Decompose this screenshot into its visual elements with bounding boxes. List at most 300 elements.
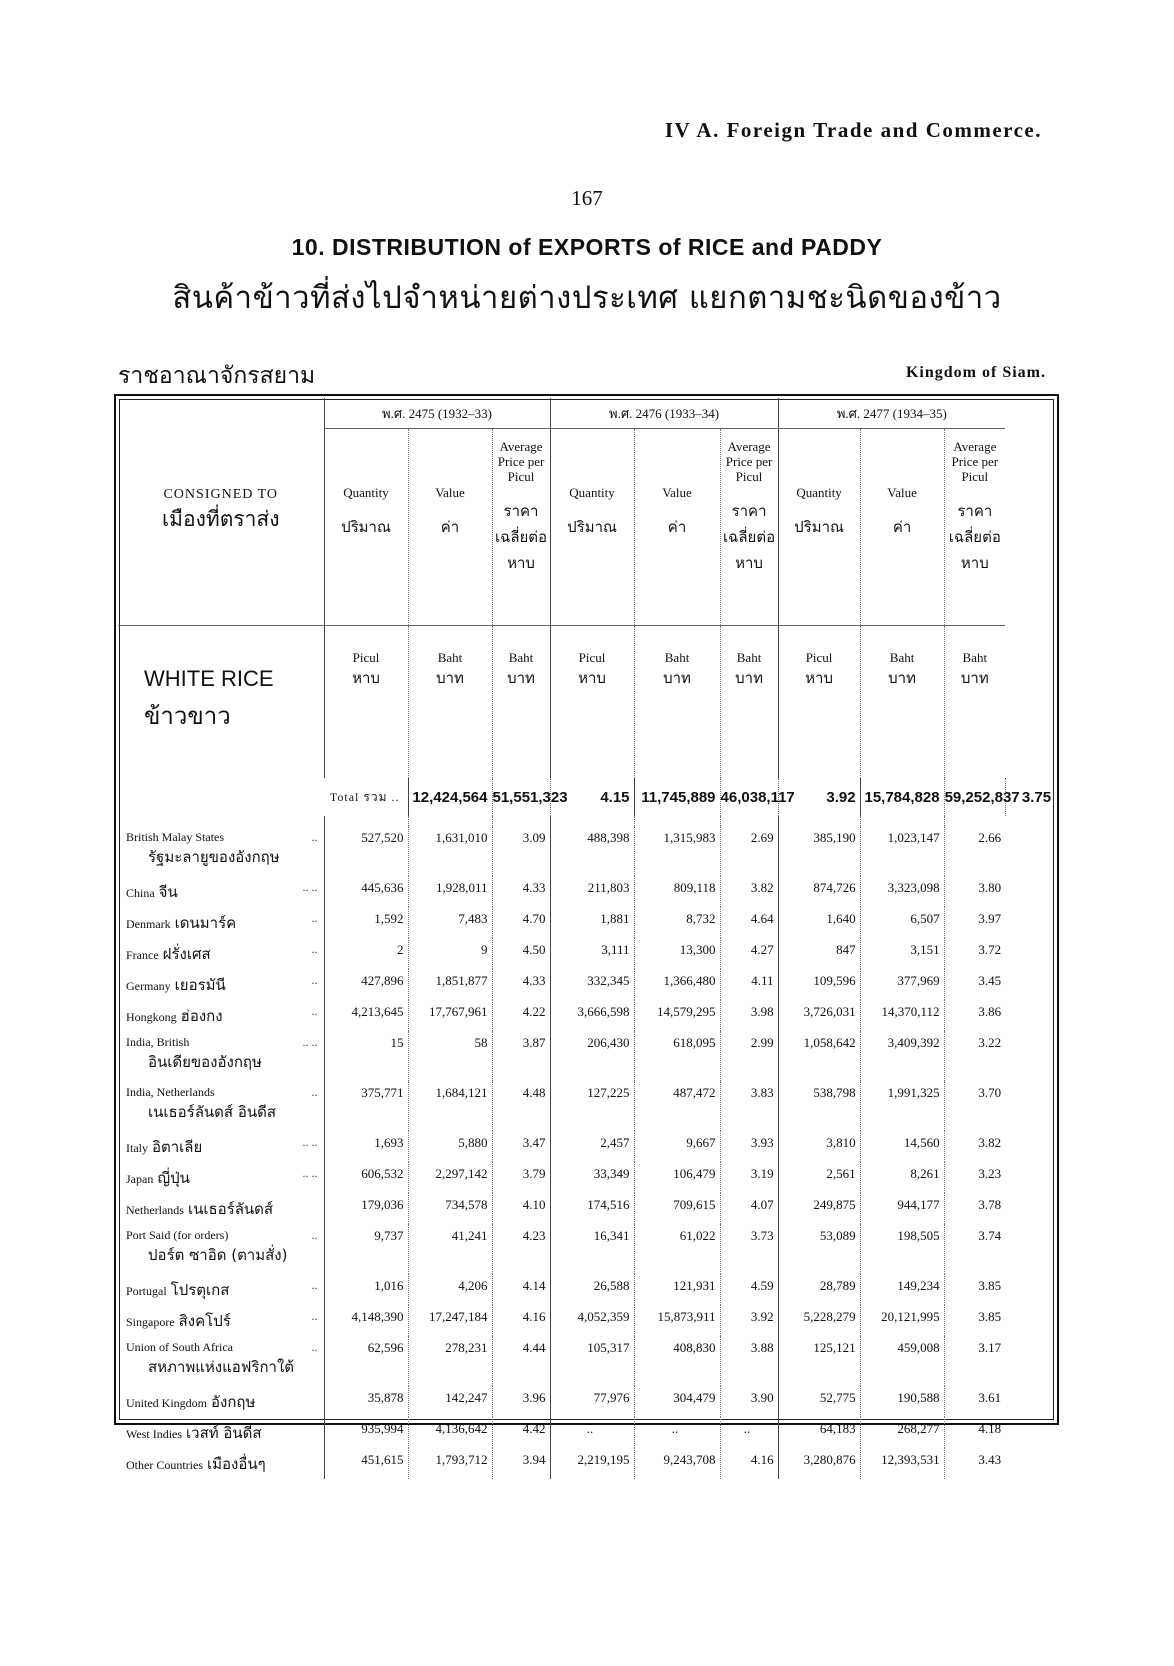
table-row bbox=[118, 1417, 1055, 1448]
table-row bbox=[118, 1336, 1055, 1386]
leader-dots: .. .. bbox=[302, 1035, 318, 1049]
country-name-english: Portugal bbox=[126, 1284, 167, 1298]
table-cell: 935,994 bbox=[324, 1417, 408, 1448]
table-cell: 4.14 bbox=[492, 1274, 550, 1305]
table-cell: 4,213,645 bbox=[324, 1000, 408, 1031]
country-cell bbox=[118, 1386, 324, 1417]
column-header-value-thai: ค่า bbox=[892, 518, 912, 536]
table-cell: 4,148,390 bbox=[324, 1305, 408, 1336]
table-row bbox=[118, 1224, 1055, 1274]
unit-baht-english: Baht bbox=[962, 650, 988, 665]
unit-baht-thai: บาท bbox=[735, 669, 763, 687]
table-cell: 3.79 bbox=[492, 1162, 550, 1193]
country-name-english: Germany bbox=[126, 979, 171, 993]
table-cell: 2.66 bbox=[944, 826, 1005, 876]
column-header-quantity bbox=[550, 429, 634, 626]
column-header-quantity-english: Quantity bbox=[569, 485, 615, 500]
table-cell: 377,969 bbox=[860, 969, 944, 1000]
table-cell: 847 bbox=[778, 938, 860, 969]
country-name-thai: เนเธอร์ลันดส์ อินดีส bbox=[148, 1103, 276, 1121]
table-row bbox=[118, 1081, 1055, 1131]
table-cell: 3,151 bbox=[860, 938, 944, 969]
country-name-english: United Kingdom bbox=[126, 1396, 207, 1410]
table-cell: 1,851,877 bbox=[408, 969, 492, 1000]
table-cell: 12,393,531 bbox=[860, 1448, 944, 1479]
column-header-quantity-thai: ปริมาณ bbox=[794, 518, 844, 536]
table-cell: 427,896 bbox=[324, 969, 408, 1000]
table-row bbox=[118, 907, 1055, 938]
table-cell: 15 bbox=[324, 1031, 408, 1081]
table-cell: 1,016 bbox=[324, 1274, 408, 1305]
table-cell: 3.73 bbox=[720, 1224, 778, 1274]
table-cell: 9,737 bbox=[324, 1224, 408, 1274]
table-cell: 6,507 bbox=[860, 907, 944, 938]
unit-label-baht bbox=[634, 626, 720, 779]
country-cell bbox=[118, 1000, 324, 1031]
country-name-english: Union of South Africa bbox=[126, 1340, 233, 1354]
table-cell: 2,297,142 bbox=[408, 1162, 492, 1193]
table-cell: 4,206 bbox=[408, 1274, 492, 1305]
unit-label-baht bbox=[944, 626, 1005, 779]
table-cell: 3.92 bbox=[720, 1305, 778, 1336]
leader-dots: .. .. bbox=[302, 1135, 318, 1149]
unit-baht-english: Baht bbox=[736, 650, 762, 665]
consigned-to-english: CONSIGNED TO bbox=[163, 487, 279, 502]
country-cell bbox=[118, 1162, 324, 1193]
table-cell: 3,409,392 bbox=[860, 1031, 944, 1081]
table-cell: 53,089 bbox=[778, 1224, 860, 1274]
table-cell: 304,479 bbox=[634, 1386, 720, 1417]
column-header-value-english: Value bbox=[435, 485, 465, 500]
table-cell: 1,793,712 bbox=[408, 1448, 492, 1479]
column-header-quantity-english: Quantity bbox=[343, 485, 389, 500]
table-cell: 3.83 bbox=[720, 1081, 778, 1131]
year-header-2477: พ.ศ. 2477 (1934–35) bbox=[778, 398, 1005, 429]
table-cell: 14,560 bbox=[860, 1131, 944, 1162]
unit-label-baht bbox=[492, 626, 550, 779]
country-cell bbox=[118, 1081, 324, 1131]
table-cell: 3.72 bbox=[944, 938, 1005, 969]
unit-baht-thai: บาท bbox=[436, 669, 464, 687]
table-row bbox=[118, 1448, 1055, 1479]
table-cell: 4.33 bbox=[492, 969, 550, 1000]
table-cell: 4.64 bbox=[720, 907, 778, 938]
table-cell: 2.69 bbox=[720, 826, 778, 876]
country-name-english: Port Said (for orders) bbox=[126, 1228, 229, 1242]
country-name-english: Netherlands bbox=[126, 1203, 184, 1217]
unit-baht-english: Baht bbox=[508, 650, 534, 665]
column-header-average-price-thai: ราคาเฉลี่ยต่อหาบ bbox=[723, 502, 776, 572]
unit-picul-english: Picul bbox=[578, 650, 606, 665]
country-name-english: China bbox=[126, 886, 155, 900]
country-cell bbox=[118, 1193, 324, 1224]
table-cell: 4.33 bbox=[492, 876, 550, 907]
table-cell: 278,231 bbox=[408, 1336, 492, 1386]
table-cell: 64,183 bbox=[778, 1417, 860, 1448]
country-cell bbox=[118, 826, 324, 876]
country-cell bbox=[118, 1305, 324, 1336]
country-name-english: British Malay States bbox=[126, 830, 224, 844]
country-cell bbox=[118, 1417, 324, 1448]
table-cell: 4.11 bbox=[720, 969, 778, 1000]
table-cell: 451,615 bbox=[324, 1448, 408, 1479]
total-label: Total รวม .. bbox=[329, 789, 400, 804]
table-cell: 4.23 bbox=[492, 1224, 550, 1274]
table-cell: 1,640 bbox=[778, 907, 860, 938]
table-cell: 1,058,642 bbox=[778, 1031, 860, 1081]
table-cell: 3.19 bbox=[720, 1162, 778, 1193]
table-cell: 3,280,876 bbox=[778, 1448, 860, 1479]
table-cell: 3.86 bbox=[944, 1000, 1005, 1031]
table-cell: 4.10 bbox=[492, 1193, 550, 1224]
table-cell: 58 bbox=[408, 1031, 492, 1081]
kingdom-label-english: Kingdom of Siam. bbox=[905, 364, 1046, 381]
table-cell: 3.94 bbox=[492, 1448, 550, 1479]
country-cell bbox=[118, 1031, 324, 1081]
table-cell: 4.22 bbox=[492, 1000, 550, 1031]
table-cell: 3.90 bbox=[720, 1386, 778, 1417]
table-cell: 3.70 bbox=[944, 1081, 1005, 1131]
table-cell: 15,873,911 bbox=[634, 1305, 720, 1336]
leader-dots: .. bbox=[311, 1278, 318, 1292]
table-cell: 332,345 bbox=[550, 969, 634, 1000]
leader-dots: .. bbox=[311, 1004, 318, 1018]
table-cell: 4.44 bbox=[492, 1336, 550, 1386]
country-name-english: India, Netherlands bbox=[126, 1085, 215, 1099]
table-cell: 3.82 bbox=[944, 1131, 1005, 1162]
table-cell: .. bbox=[720, 1417, 778, 1448]
table-cell: 4,136,642 bbox=[408, 1417, 492, 1448]
table-cell: 211,803 bbox=[550, 876, 634, 907]
table-cell: 3.85 bbox=[944, 1305, 1005, 1336]
unit-baht-thai: บาท bbox=[507, 669, 535, 687]
country-name-thai: สหภาพแห่งแอฟริกาใต้ bbox=[148, 1358, 295, 1376]
table-cell: 3.61 bbox=[944, 1386, 1005, 1417]
table-cell: 874,726 bbox=[778, 876, 860, 907]
table-cell: 125,121 bbox=[778, 1336, 860, 1386]
table-cell: 408,830 bbox=[634, 1336, 720, 1386]
column-header-average-price bbox=[492, 429, 550, 626]
country-cell bbox=[118, 969, 324, 1000]
table-row bbox=[118, 1031, 1055, 1081]
column-header-value-english: Value bbox=[662, 485, 692, 500]
table-cell: 198,505 bbox=[860, 1224, 944, 1274]
table-cell: 4.70 bbox=[492, 907, 550, 938]
table-cell: 4.48 bbox=[492, 1081, 550, 1131]
column-header-average-price-thai: ราคาเฉลี่ยต่อหาบ bbox=[494, 502, 548, 572]
country-name-english: Japan bbox=[126, 1172, 154, 1186]
year-header-2476: พ.ศ. 2476 (1933–34) bbox=[550, 398, 778, 429]
table-cell: 445,636 bbox=[324, 876, 408, 907]
table-row bbox=[118, 1386, 1055, 1417]
table-cell: 4.18 bbox=[944, 1417, 1005, 1448]
table-cell: 33,349 bbox=[550, 1162, 634, 1193]
table-cell: 26,588 bbox=[550, 1274, 634, 1305]
unit-picul-english: Picul bbox=[805, 650, 833, 665]
table-cell: 3.17 bbox=[944, 1336, 1005, 1386]
table-cell: 5,880 bbox=[408, 1131, 492, 1162]
country-name-english: Other Countries bbox=[126, 1458, 203, 1472]
leader-dots: .. bbox=[311, 973, 318, 987]
consigned-to-thai: เมืองที่ตราส่ง bbox=[161, 507, 280, 531]
unit-label-picul bbox=[778, 626, 860, 779]
country-cell bbox=[118, 1274, 324, 1305]
country-cell bbox=[118, 907, 324, 938]
country-cell bbox=[118, 876, 324, 907]
column-header-quantity-english: Quantity bbox=[796, 485, 842, 500]
table-cell: 2,457 bbox=[550, 1131, 634, 1162]
leader-dots: .. bbox=[311, 1228, 318, 1242]
table-cell: 944,177 bbox=[860, 1193, 944, 1224]
country-name-english: Denmark bbox=[126, 917, 171, 931]
table-cell: 8,261 bbox=[860, 1162, 944, 1193]
category-header bbox=[118, 626, 324, 817]
table-cell: 527,520 bbox=[324, 826, 408, 876]
table-cell: 20,121,995 bbox=[860, 1305, 944, 1336]
total-value: 12,424,564 bbox=[408, 778, 492, 816]
column-header-quantity-thai: ปริมาณ bbox=[341, 518, 391, 536]
table-cell: 28,789 bbox=[778, 1274, 860, 1305]
table-title-thai: สินค้าข้าวที่ส่งไปจำหน่ายต่างประเทศ แยกตามชะนิดของข้าว bbox=[172, 280, 1002, 316]
table-row bbox=[118, 1193, 1055, 1224]
unit-picul-thai: หาบ bbox=[352, 669, 380, 687]
table-cell: 3.97 bbox=[944, 907, 1005, 938]
table-cell: 142,247 bbox=[408, 1386, 492, 1417]
unit-label-picul bbox=[550, 626, 634, 779]
table-cell: 2 bbox=[324, 938, 408, 969]
table-cell: 52,775 bbox=[778, 1386, 860, 1417]
country-name-thai: รัฐมะลายูของอังกฤษ bbox=[148, 848, 280, 866]
leader-dots: .. bbox=[311, 1085, 318, 1099]
table-cell: 41,241 bbox=[408, 1224, 492, 1274]
table-cell: 734,578 bbox=[408, 1193, 492, 1224]
table-cell: 4.59 bbox=[720, 1274, 778, 1305]
table-cell: 3.43 bbox=[944, 1448, 1005, 1479]
table-cell: 149,234 bbox=[860, 1274, 944, 1305]
country-name-english: India, British bbox=[126, 1035, 190, 1049]
table-cell: 1,315,983 bbox=[634, 826, 720, 876]
country-cell bbox=[118, 938, 324, 969]
table-cell: 3.74 bbox=[944, 1224, 1005, 1274]
table-cell: 109,596 bbox=[778, 969, 860, 1000]
country-name-thai: เมืองอื่นๆ bbox=[207, 1455, 266, 1473]
total-value: 51,551,323 bbox=[492, 778, 550, 816]
table-cell: 459,008 bbox=[860, 1336, 944, 1386]
table-cell: 3.45 bbox=[944, 969, 1005, 1000]
table-cell: 13,300 bbox=[634, 938, 720, 969]
country-name-thai: สิงคโปร์ bbox=[178, 1312, 231, 1330]
total-value: 3.75 bbox=[1005, 778, 1055, 816]
table-cell: 3.82 bbox=[720, 876, 778, 907]
unit-picul-thai: หาบ bbox=[805, 669, 833, 687]
table-cell: 3.98 bbox=[720, 1000, 778, 1031]
table-cell: 4.50 bbox=[492, 938, 550, 969]
table-cell: 809,118 bbox=[634, 876, 720, 907]
table-row bbox=[118, 876, 1055, 907]
table-cell: 1,023,147 bbox=[860, 826, 944, 876]
table-title-english: 10. DISTRIBUTION of EXPORTS of RICE and PADDY bbox=[291, 234, 883, 260]
country-name-thai: อิตาเลีย bbox=[152, 1138, 203, 1156]
table-cell: 16,341 bbox=[550, 1224, 634, 1274]
table-cell: 35,878 bbox=[324, 1386, 408, 1417]
rice-exports-table bbox=[118, 398, 1055, 1479]
table-cell: 9,243,708 bbox=[634, 1448, 720, 1479]
table-cell: 190,588 bbox=[860, 1386, 944, 1417]
column-header-average-price bbox=[944, 429, 1005, 626]
unit-baht-thai: บาท bbox=[888, 669, 916, 687]
country-name-english: France bbox=[126, 948, 159, 962]
country-name-english: West Indies bbox=[126, 1427, 183, 1441]
table-cell: 14,370,112 bbox=[860, 1000, 944, 1031]
unit-baht-english: Baht bbox=[437, 650, 463, 665]
table-cell: 4.16 bbox=[492, 1305, 550, 1336]
table-cell: 3,323,098 bbox=[860, 876, 944, 907]
column-header-value bbox=[634, 429, 720, 626]
table-cell: 174,516 bbox=[550, 1193, 634, 1224]
leader-dots: .. bbox=[311, 911, 318, 925]
table-cell: 127,225 bbox=[550, 1081, 634, 1131]
table-cell: 1,684,121 bbox=[408, 1081, 492, 1131]
leader-dots: .. bbox=[311, 830, 318, 844]
unit-baht-thai: บาท bbox=[960, 669, 989, 687]
country-name-thai: โปรตุเกส bbox=[170, 1281, 230, 1299]
table-cell: .. bbox=[634, 1417, 720, 1448]
total-value: 15,784,828 bbox=[860, 778, 944, 816]
table-row bbox=[118, 826, 1055, 876]
table-cell: 2,561 bbox=[778, 1162, 860, 1193]
category-thai: ข้าวขาว bbox=[144, 702, 231, 730]
table-cell: 3,810 bbox=[778, 1131, 860, 1162]
country-name-thai: เดนมาร์ค bbox=[174, 914, 237, 932]
unit-label-baht bbox=[720, 626, 778, 779]
table-cell: 2.99 bbox=[720, 1031, 778, 1081]
country-name-thai: อินเดียของอังกฤษ bbox=[148, 1053, 262, 1071]
kingdom-label-thai: ราชอาณาจักรสยาม bbox=[118, 363, 316, 389]
table-cell: 3.22 bbox=[944, 1031, 1005, 1081]
table-cell: 9,667 bbox=[634, 1131, 720, 1162]
table-row bbox=[118, 1131, 1055, 1162]
unit-picul-thai: หาบ bbox=[578, 669, 606, 687]
table-cell: 4.42 bbox=[492, 1417, 550, 1448]
column-header-average-price-english: Average Price per Picul bbox=[725, 439, 773, 484]
consigned-to-header bbox=[118, 398, 324, 626]
country-name-thai: อังกฤษ bbox=[211, 1393, 256, 1411]
table-cell: 4.07 bbox=[720, 1193, 778, 1224]
leader-dots: .. bbox=[311, 942, 318, 956]
country-cell bbox=[118, 1336, 324, 1386]
year-header-2475: พ.ศ. 2475 (1932–33) bbox=[324, 398, 550, 429]
table-cell: 1,991,325 bbox=[860, 1081, 944, 1131]
table-cell: 488,398 bbox=[550, 826, 634, 876]
country-name-english: Singapore bbox=[126, 1315, 175, 1329]
table-cell: 206,430 bbox=[550, 1031, 634, 1081]
table-row bbox=[118, 1274, 1055, 1305]
country-cell bbox=[118, 1131, 324, 1162]
table-cell: 3.47 bbox=[492, 1131, 550, 1162]
table-cell: 77,976 bbox=[550, 1386, 634, 1417]
table-cell: 14,579,295 bbox=[634, 1000, 720, 1031]
country-name-thai: ญี่ปุ่น bbox=[157, 1169, 190, 1187]
page-number: 167 bbox=[571, 186, 603, 210]
country-cell bbox=[118, 1224, 324, 1274]
total-value: 46,038,117 bbox=[720, 778, 778, 816]
table-cell: 179,036 bbox=[324, 1193, 408, 1224]
table-cell: 61,022 bbox=[634, 1224, 720, 1274]
table-cell: 249,875 bbox=[778, 1193, 860, 1224]
table-row bbox=[118, 969, 1055, 1000]
total-value: 11,745,889 bbox=[634, 778, 720, 816]
country-name-thai: เนเธอร์ลันดส์ bbox=[187, 1200, 274, 1218]
unit-baht-thai: บาท bbox=[663, 669, 691, 687]
country-name-thai: ฮ่องกง bbox=[180, 1007, 223, 1025]
column-header-value bbox=[408, 429, 492, 626]
table-cell: 1,693 bbox=[324, 1131, 408, 1162]
column-header-value-english: Value bbox=[887, 485, 917, 500]
total-value: 59,252,837 bbox=[944, 778, 1005, 816]
country-name-thai: เวสท์ อินดีส bbox=[186, 1424, 262, 1442]
column-header-average-price-english: Average Price per Picul bbox=[951, 439, 999, 484]
table-cell: 1,592 bbox=[324, 907, 408, 938]
table-cell: 618,095 bbox=[634, 1031, 720, 1081]
section-heading: IV A. Foreign Trade and Commerce. bbox=[664, 118, 1042, 142]
leader-dots: .. bbox=[311, 1340, 318, 1354]
table-cell: 3.88 bbox=[720, 1336, 778, 1386]
total-value: 4.15 bbox=[550, 778, 634, 816]
table-row bbox=[118, 1162, 1055, 1193]
table-cell: 7,483 bbox=[408, 907, 492, 938]
unit-picul-english: Picul bbox=[352, 650, 380, 665]
country-name-thai: ปอร์ต ซาอิด (ตามสั่ง) bbox=[148, 1246, 288, 1264]
table-cell: 268,277 bbox=[860, 1417, 944, 1448]
unit-label-baht bbox=[860, 626, 944, 779]
table-cell: 3.80 bbox=[944, 876, 1005, 907]
leader-dots: .. bbox=[311, 1309, 318, 1323]
table-cell: 3.93 bbox=[720, 1131, 778, 1162]
country-name-english: Hongkong bbox=[126, 1010, 177, 1024]
table-cell: 121,931 bbox=[634, 1274, 720, 1305]
column-header-quantity-thai: ปริมาณ bbox=[567, 518, 617, 536]
table-cell: 3.23 bbox=[944, 1162, 1005, 1193]
leader-dots: .. .. bbox=[302, 1166, 318, 1180]
category-english: WHITE RICE bbox=[144, 666, 274, 691]
table-cell: 3,111 bbox=[550, 938, 634, 969]
table-cell: 538,798 bbox=[778, 1081, 860, 1131]
column-header-average-price-thai: ราคาเฉลี่ยต่อหาบ bbox=[948, 502, 1001, 572]
country-name-thai: เยอรมันี bbox=[174, 976, 226, 994]
column-header-average-price bbox=[720, 429, 778, 626]
table-cell: 3.96 bbox=[492, 1386, 550, 1417]
table-cell: 17,247,184 bbox=[408, 1305, 492, 1336]
unit-label-baht bbox=[408, 626, 492, 779]
table-row bbox=[118, 938, 1055, 969]
table-cell: 1,366,480 bbox=[634, 969, 720, 1000]
table-cell: 4,052,359 bbox=[550, 1305, 634, 1336]
table-cell: 3.78 bbox=[944, 1193, 1005, 1224]
table-row bbox=[118, 1305, 1055, 1336]
unit-label-picul bbox=[324, 626, 408, 779]
table-cell: 1,631,010 bbox=[408, 826, 492, 876]
table-cell: 62,596 bbox=[324, 1336, 408, 1386]
table-cell: 385,190 bbox=[778, 826, 860, 876]
unit-baht-english: Baht bbox=[664, 650, 690, 665]
country-name-english: Italy bbox=[126, 1141, 148, 1155]
unit-baht-english: Baht bbox=[889, 650, 915, 665]
table-cell: .. bbox=[550, 1417, 634, 1448]
table-cell: 3,726,031 bbox=[778, 1000, 860, 1031]
table-cell: 709,615 bbox=[634, 1193, 720, 1224]
country-name-thai: ฝรั่งเศส bbox=[162, 945, 211, 963]
table-cell: 3.09 bbox=[492, 826, 550, 876]
